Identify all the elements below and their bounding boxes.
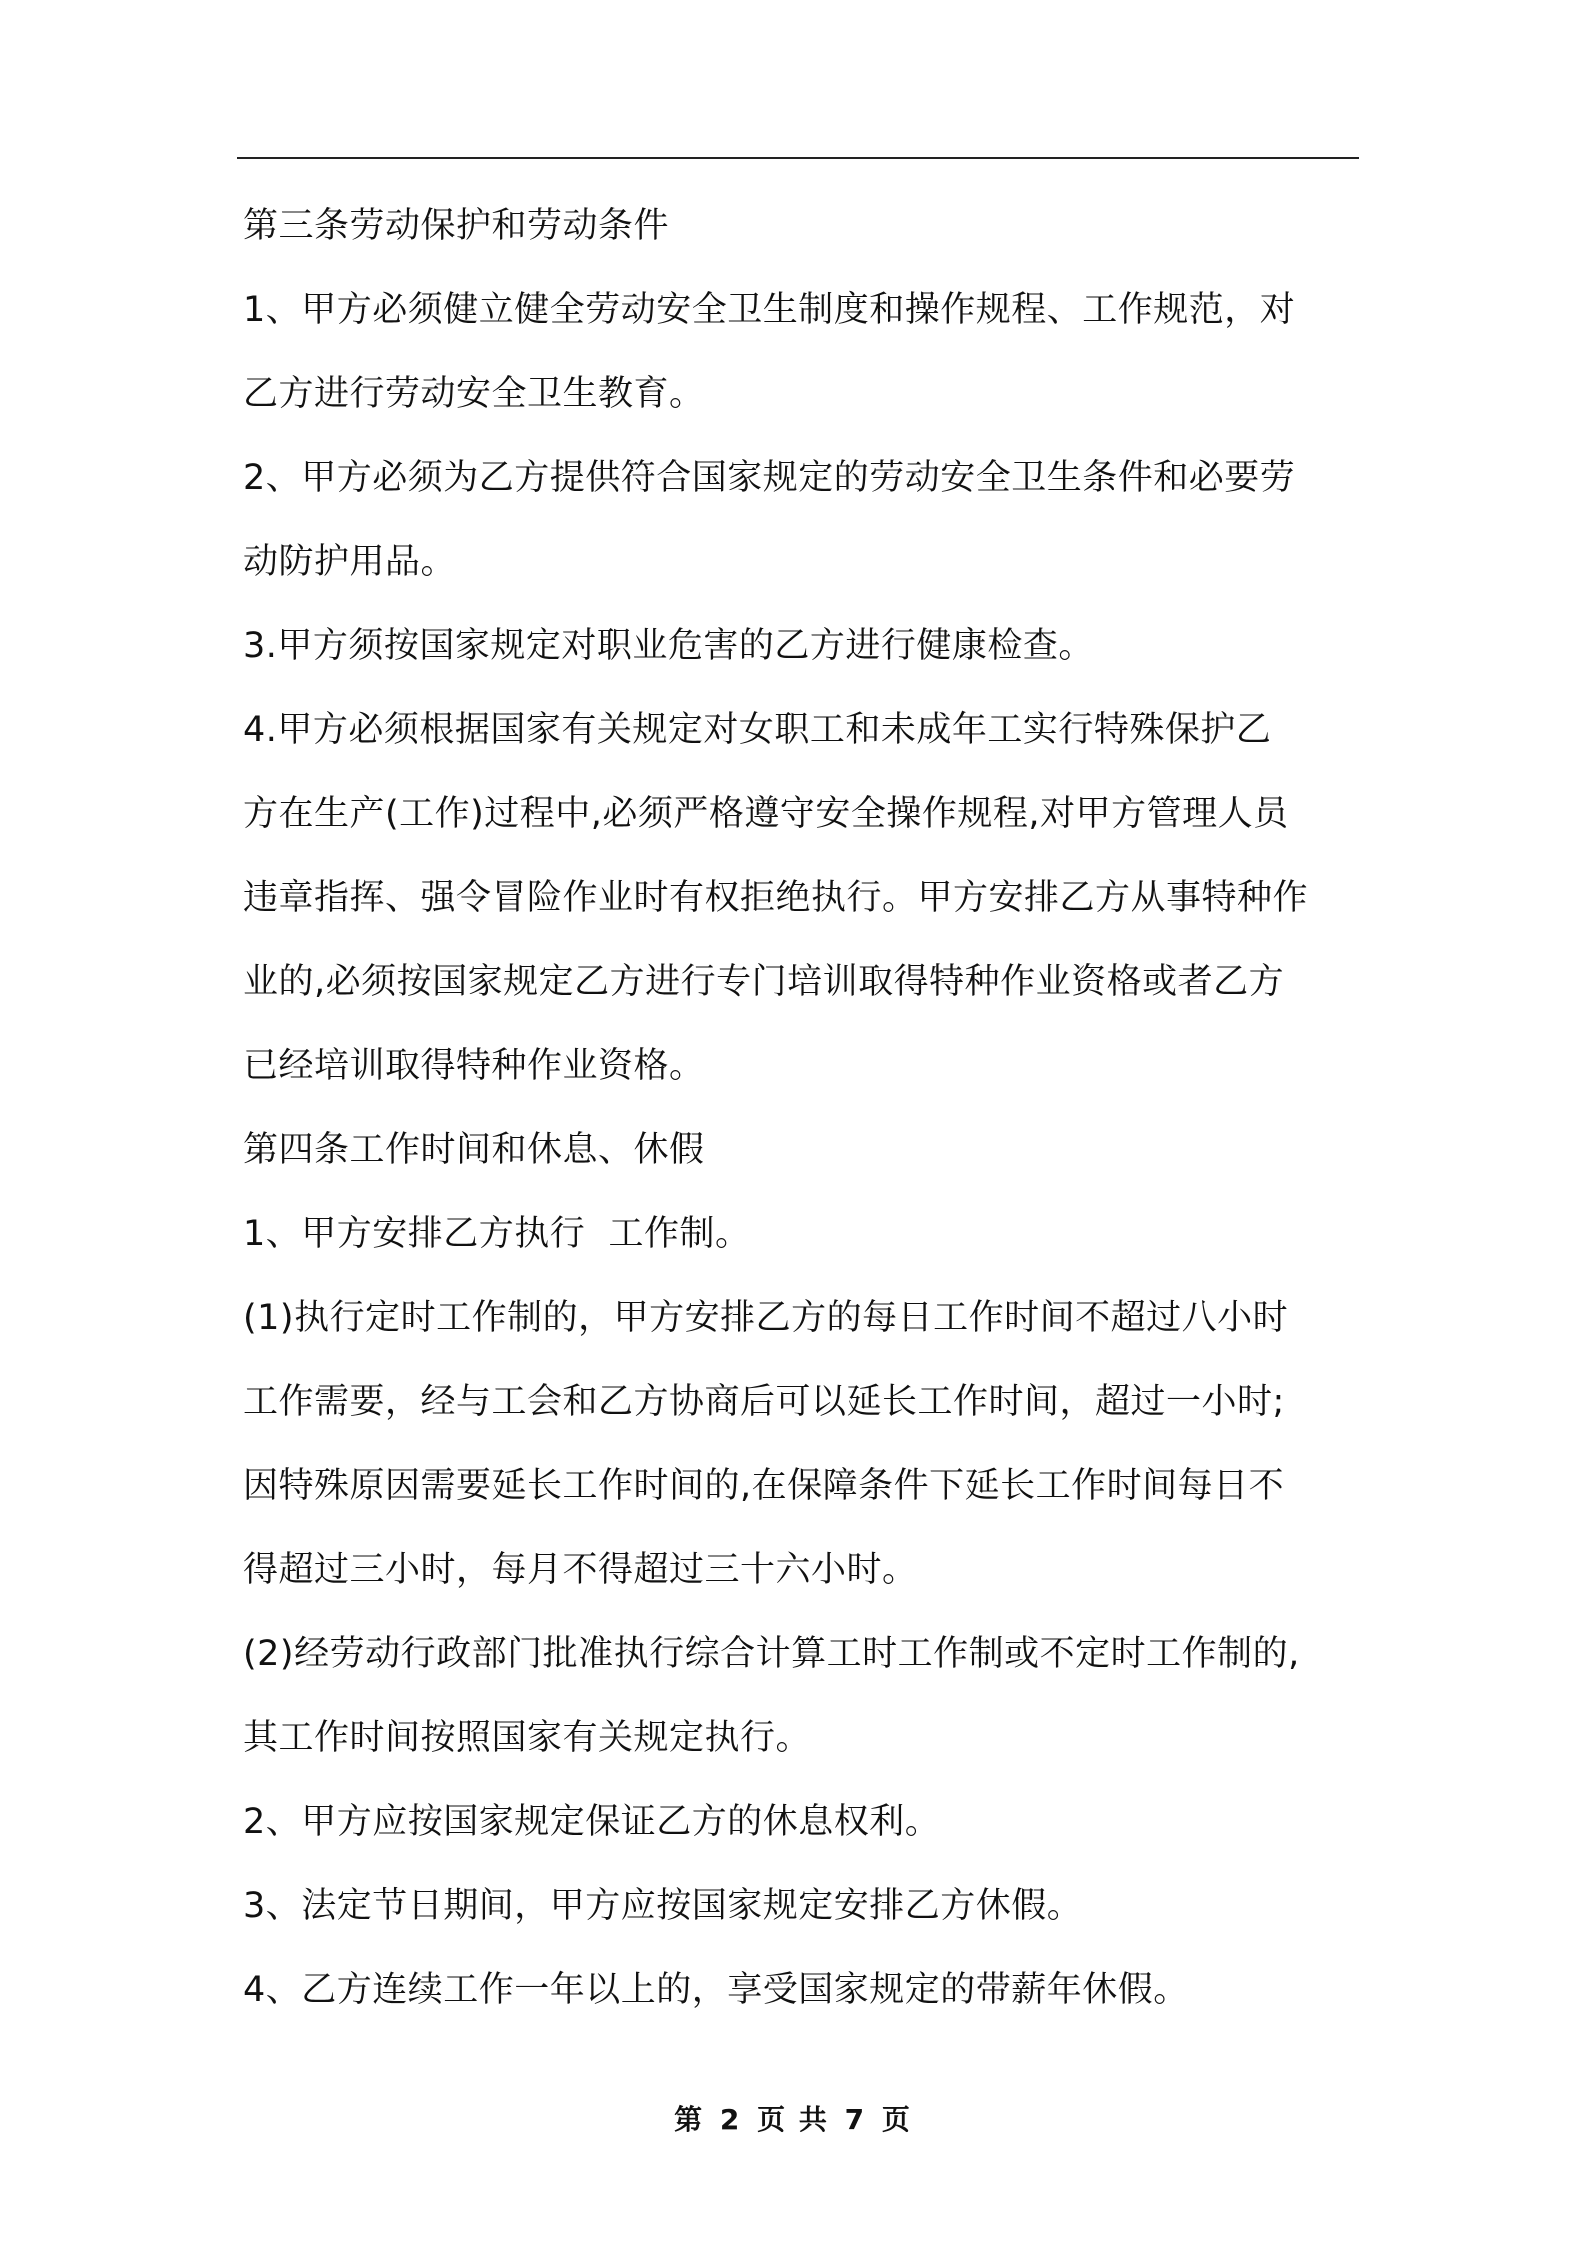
footer-label-of: 页 共 <box>757 2103 829 2136</box>
footer-label-end: 页 <box>881 2103 912 2136</box>
page-footer <box>0 2098 1586 2138</box>
total-page-count: 7 <box>844 2103 867 2136</box>
section-heading-article-3: 第三条劳动保护和劳动条件 <box>243 206 670 246</box>
paragraph-line: 2、甲方必须为乙方提供符合国家规定的劳动安全卫生条件和必要劳 <box>243 458 1296 498</box>
paragraph-line: 1、甲方安排乙方执行 工作制。 <box>243 1214 751 1254</box>
footer-label-page: 第 <box>674 2103 705 2136</box>
paragraph-line: 3.甲方须按国家规定对职业危害的乙方进行健康检查。 <box>243 626 1094 666</box>
paragraph-line: 违章指挥、强令冒险作业时有权拒绝执行。甲方安排乙方从事特种作 <box>243 878 1309 918</box>
paragraph-line: 1、甲方必须健立健全劳动安全卫生制度和操作规程、工作规范，对 <box>243 290 1296 330</box>
paragraph-line: (2)经劳动行政部门批准执行综合计算工时工作制或不定时工作制的, <box>243 1634 1300 1674</box>
paragraph-line: 动防护用品。 <box>243 542 457 582</box>
current-page-number: 2 <box>719 2103 742 2136</box>
paragraph-line: 业的,必须按国家规定乙方进行专门培训取得特种作业资格或者乙方 <box>243 962 1285 1002</box>
paragraph-line: 得超过三小时，每月不得超过三十六小时。 <box>243 1550 918 1590</box>
paragraph-line: 其工作时间按照国家有关规定执行。 <box>243 1718 812 1758</box>
section-heading-article-4: 第四条工作时间和休息、休假 <box>243 1130 705 1170</box>
paragraph-line: 已经培训取得特种作业资格。 <box>243 1046 705 1086</box>
paragraph-line: (1)执行定时工作制的，甲方安排乙方的每日工作时间不超过八小时 <box>243 1298 1289 1338</box>
paragraph-line: 工作需要，经与工会和乙方协商后可以延长工作时间，超过一小时; <box>243 1382 1285 1422</box>
paragraph-line: 4.甲方必须根据国家有关规定对女职工和未成年工实行特殊保护乙 <box>243 710 1272 750</box>
paragraph-line: 方在生产(工作)过程中,必须严格遵守安全操作规程,对甲方管理人员 <box>243 794 1289 834</box>
paragraph-line: 4、乙方连续工作一年以上的，享受国家规定的带薪年休假。 <box>243 1970 1189 2010</box>
document-body <box>243 198 1361 2046</box>
paragraph-line: 2、甲方应按国家规定保证乙方的休息权利。 <box>243 1802 941 1842</box>
paragraph-line: 因特殊原因需要延长工作时间的,在保障条件下延长工作时间每日不 <box>243 1466 1285 1506</box>
header-rule <box>237 157 1359 159</box>
paragraph-line: 乙方进行劳动安全卫生教育。 <box>243 374 705 414</box>
paragraph-line: 3、法定节日期间，甲方应按国家规定安排乙方休假。 <box>243 1886 1083 1926</box>
